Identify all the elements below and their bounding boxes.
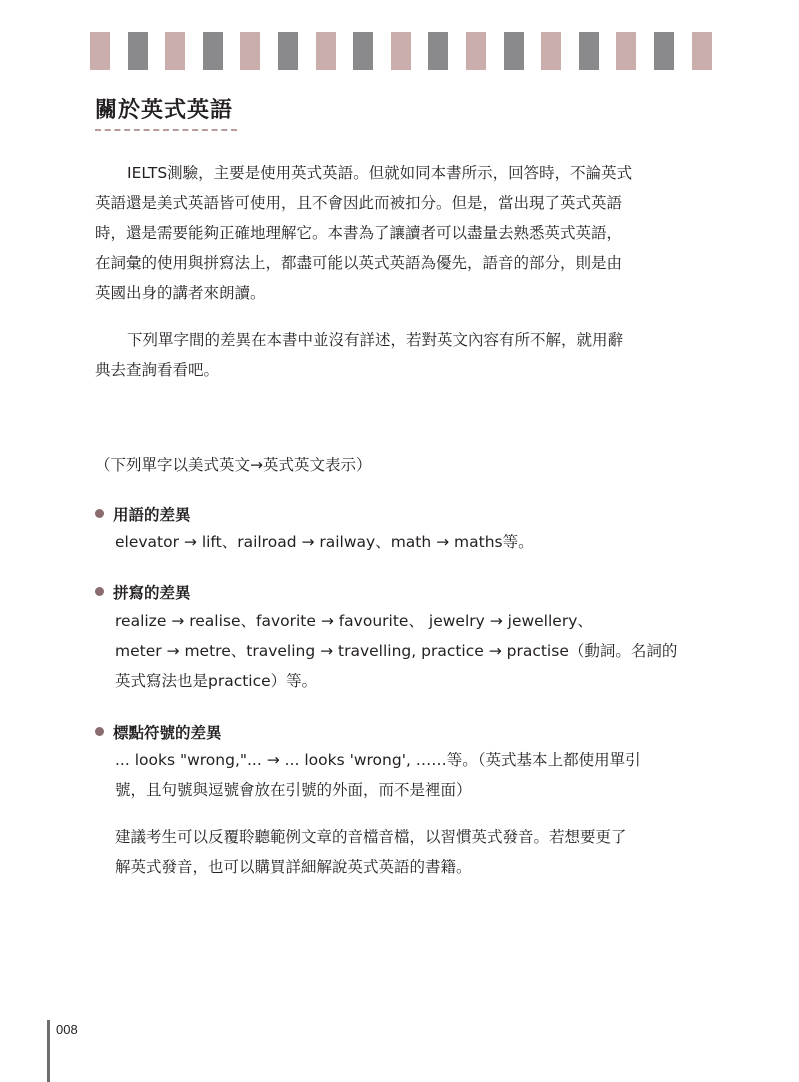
- text-line: 英式寫法也是practice）等。: [115, 672, 318, 690]
- header-decoration-block: [90, 32, 110, 70]
- bullet-dot-icon: [95, 509, 104, 518]
- bullet-heading-spelling: 拼寫的差異: [95, 578, 191, 608]
- text-line: realize → realise、favorite → favourite、 jewelry → jewellery、: [115, 612, 593, 630]
- text-line: 號，且句號與逗號會放在引號的外面，而不是裡面）: [115, 781, 472, 799]
- header-decoration-block: [240, 32, 260, 70]
- header-decoration-block: [203, 32, 223, 70]
- bullet-dot-icon: [95, 727, 104, 736]
- header-decoration-block: [316, 32, 336, 70]
- header-decoration-block: [391, 32, 411, 70]
- header-decoration: [90, 32, 710, 70]
- header-decoration-block: [466, 32, 486, 70]
- header-decoration-block: [541, 32, 561, 70]
- header-decoration-block: [504, 32, 524, 70]
- header-decoration-block: [654, 32, 674, 70]
- text-line: elevator → lift、railroad → railway、math → maths等。: [115, 533, 534, 551]
- notation-note: （下列單字以美式英文→英式英文表示）: [95, 456, 372, 474]
- title-underline: [95, 129, 237, 131]
- text-line: 英國出身的講者來朗讀。: [95, 284, 266, 302]
- text-line: 在詞彙的使用與拼寫法上，都盡可能以英式英語為優先，語音的部分，則是由: [95, 254, 623, 272]
- text-line: 英語還是美式英語皆可使用，且不會因此而被扣分。但是，當出現了英式英語: [95, 194, 623, 212]
- header-decoration-block: [428, 32, 448, 70]
- text-line: 建議考生可以反覆聆聽範例文章的音檔音檔，以習慣英式發音。若想要更了: [115, 828, 627, 846]
- header-decoration-block: [353, 32, 373, 70]
- closing-paragraph: [115, 822, 710, 882]
- page-number-rule: [47, 1020, 50, 1082]
- header-decoration-block: [579, 32, 599, 70]
- text-line: meter → metre、traveling → travelling, practice → practise（動詞。名詞的: [115, 642, 678, 660]
- text-line: 典去查詢看看吧。: [95, 361, 220, 379]
- page-number: 008: [56, 1022, 78, 1037]
- bullet-body-spelling: [115, 606, 710, 696]
- header-decoration-block: [278, 32, 298, 70]
- text-line: IELTS測驗，主要是使用英式英語。但就如同本書所示，回答時，不論英式: [127, 164, 633, 182]
- bullet-heading-punctuation: 標點符號的差異: [95, 718, 222, 748]
- bullet-heading-vocabulary: 用語的差異: [95, 500, 191, 530]
- intro-paragraph-2: [95, 325, 710, 385]
- text-line: 時，還是需要能夠正確地理解它。本書為了讓讀者可以盡量去熟悉英式英語，: [95, 224, 623, 242]
- text-line: 下列單字間的差異在本書中並沒有詳述，若對英文內容有所不解，就用辭: [127, 331, 624, 349]
- bullet-dot-icon: [95, 587, 104, 596]
- text-line: 解英式發音，也可以購買詳細解說英式英語的書籍。: [115, 858, 472, 876]
- bullet-body-punctuation: [115, 745, 710, 805]
- bullet-body-vocabulary: [115, 527, 710, 557]
- header-decoration-block: [128, 32, 148, 70]
- header-decoration-block: [616, 32, 636, 70]
- intro-paragraph-1: [95, 158, 710, 308]
- header-decoration-block: [692, 32, 712, 70]
- header-decoration-block: [165, 32, 185, 70]
- text-line: ... looks "wrong,"... → ... looks 'wrong', ……等。（英式基本上都使用單引: [115, 751, 641, 769]
- section-title: 關於英式英語: [95, 98, 234, 123]
